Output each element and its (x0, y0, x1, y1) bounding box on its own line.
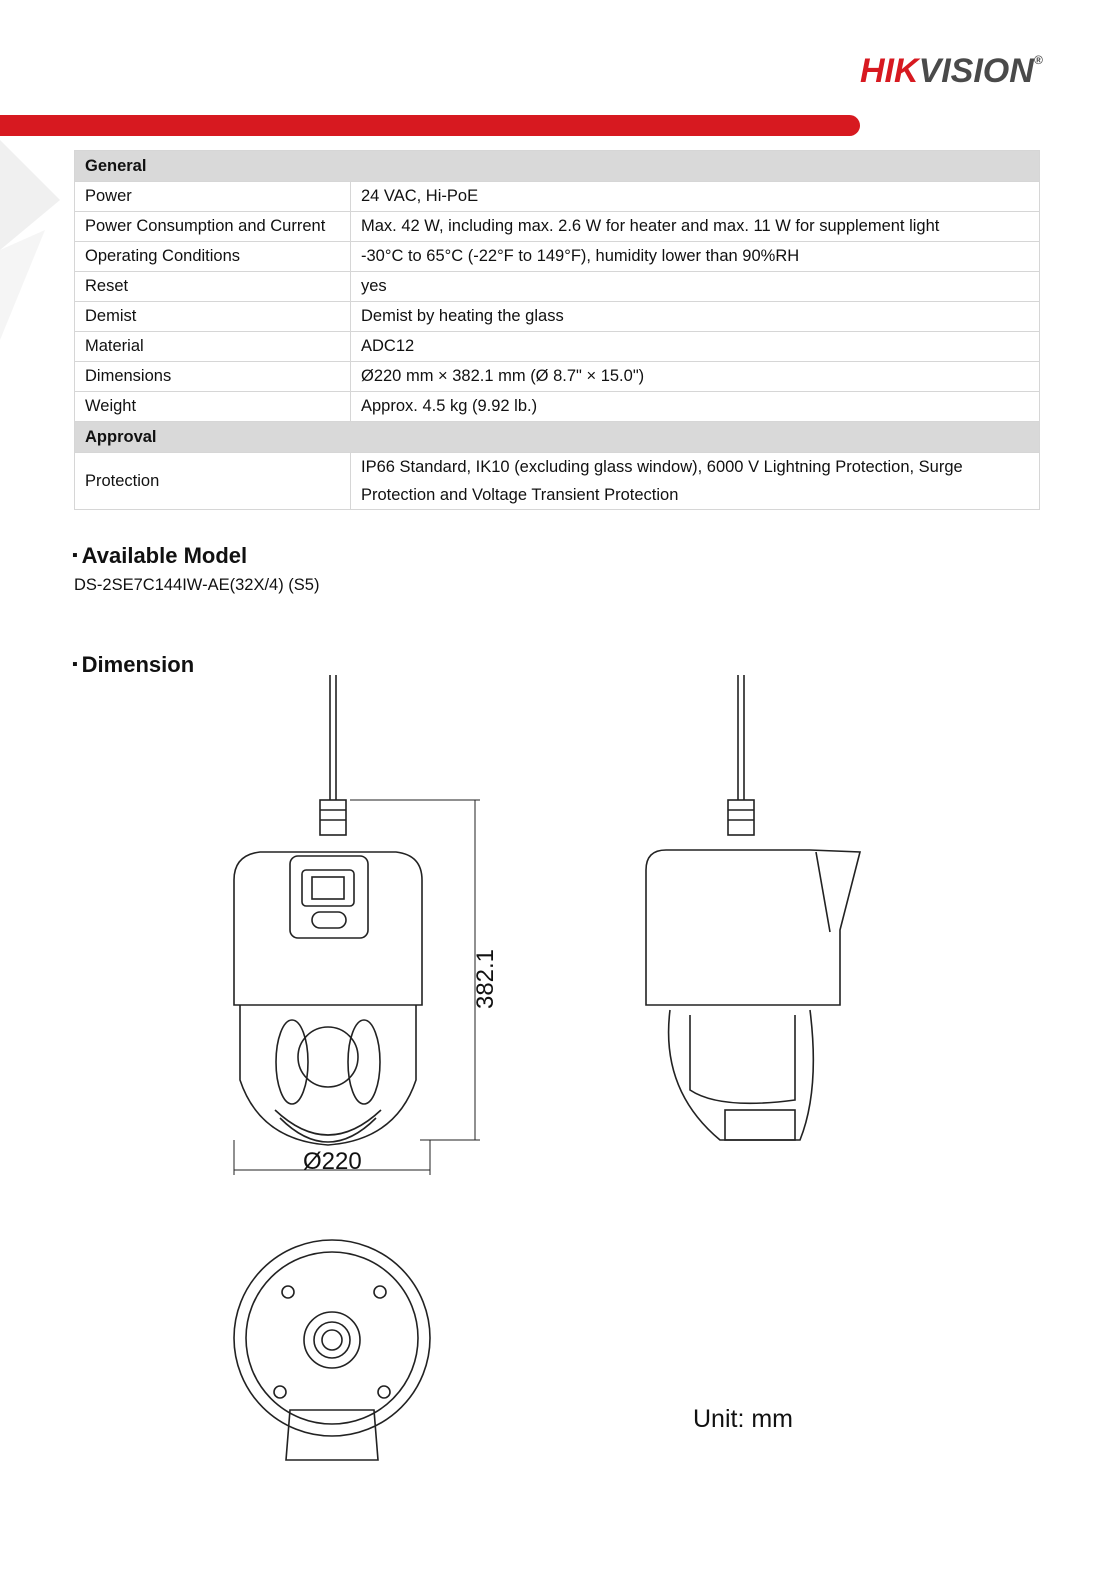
spec-row (75, 242, 1040, 272)
spec-value: IP66 Standard, IK10 (excluding glass window), 6000 V Lightning Protection, Surge Protection and Voltage Transient Protection (351, 453, 1040, 510)
spec-key: Material (75, 332, 351, 362)
spec-row (75, 182, 1040, 212)
dimension-heading: ▪ Dimension (72, 652, 195, 677)
decorative-watermark (0, 140, 70, 350)
spec-value: yes (351, 272, 1040, 302)
spec-key: Demist (75, 302, 351, 332)
bottom-view (234, 1240, 430, 1460)
spec-value: Approx. 4.5 kg (9.92 lb.) (351, 392, 1040, 422)
header-red-bar (0, 115, 860, 136)
spec-value: Max. 42 W, including max. 2.6 W for heater and max. 11 W for supplement light (351, 212, 1040, 242)
available-model-heading: ▪ Available Model (72, 543, 248, 568)
spec-value: -30°C to 65°C (-22°F to 149°F), humidity lower than 90%RH (351, 242, 1040, 272)
spec-section-row (75, 151, 1040, 182)
spec-section-row (75, 422, 1040, 453)
unit-label: Unit: mm (693, 1405, 793, 1433)
spec-value: 24 VAC, Hi-PoE (351, 182, 1040, 212)
side-view (646, 675, 860, 1140)
hikvision-logo: HIKVISION® (860, 52, 1043, 90)
spec-key: Reset (75, 272, 351, 302)
spec-key: Power Consumption and Current (75, 212, 351, 242)
spec-key: Dimensions (75, 362, 351, 392)
spec-row (75, 332, 1040, 362)
spec-row (75, 272, 1040, 302)
spec-row (75, 392, 1040, 422)
spec-row (75, 453, 1040, 510)
spec-value: ADC12 (351, 332, 1040, 362)
spec-table (74, 150, 1040, 510)
spec-key: Power (75, 182, 351, 212)
spec-key: Protection (75, 453, 351, 510)
front-view (234, 675, 480, 1175)
dimension-drawing (220, 670, 900, 1470)
spec-section-title: General (75, 151, 1040, 182)
spec-row (75, 212, 1040, 242)
height-label: 382.1 (472, 948, 499, 1010)
spec-value: Demist by heating the glass (351, 302, 1040, 332)
spec-key: Weight (75, 392, 351, 422)
spec-value: Ø220 mm × 382.1 mm (Ø 8.7" × 15.0") (351, 362, 1040, 392)
spec-row (75, 362, 1040, 392)
spec-section-title: Approval (75, 422, 1040, 453)
spec-row (75, 302, 1040, 332)
spec-key: Operating Conditions (75, 242, 351, 272)
diameter-label: Ø220 (303, 1148, 362, 1175)
model-number: DS-2SE7C144IW-AE(32X/4) (S5) (74, 576, 320, 594)
